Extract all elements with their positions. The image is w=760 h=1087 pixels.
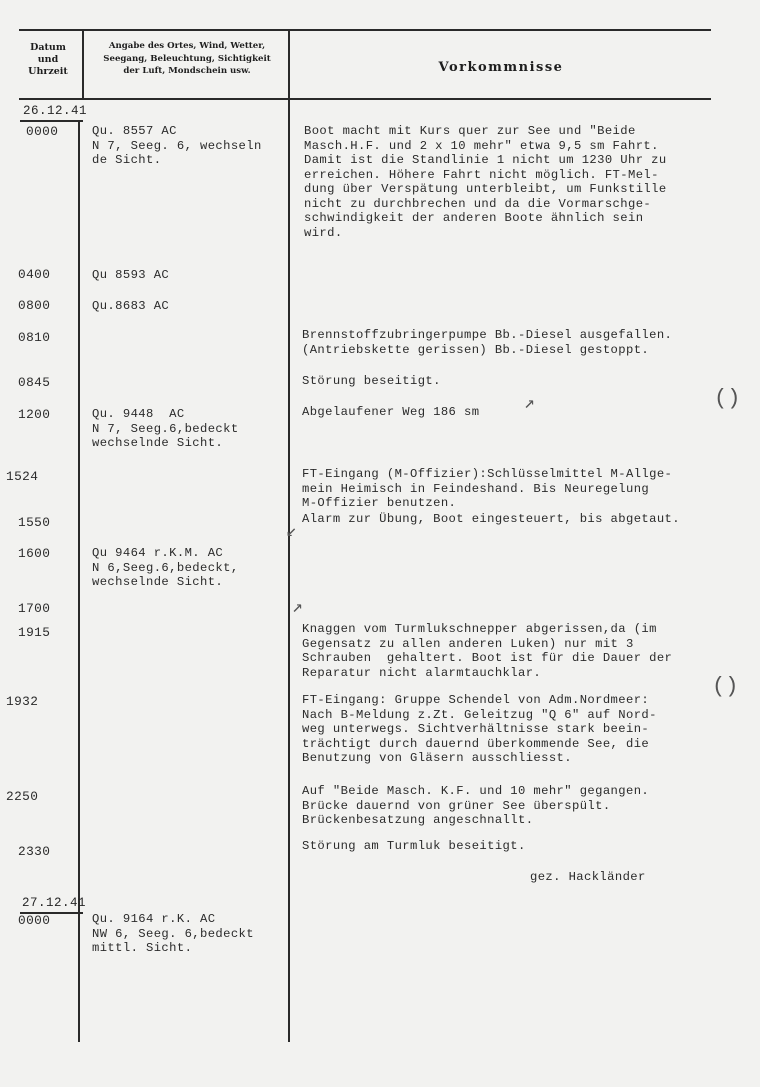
entry-events: Alarm zur Übung, Boot eingesteuert, bis abgetaut. (302, 512, 680, 526)
header-time-column: Datum und Uhrzeit (28, 42, 68, 77)
entry-time: 1524 (6, 469, 39, 484)
entry-time: 0000 (18, 913, 51, 928)
entry-events: FT-Eingang (M-Offizier):Schlüsselmittel M-Allge- mein Heimisch in Feindeshand. Bis Neuregelung M-Offizier benutzen. (302, 467, 673, 510)
entry-time: 1915 (18, 625, 51, 640)
entry-time: 1600 (18, 546, 51, 561)
entry-time: 0400 (18, 267, 51, 282)
punch-mark-1: () (714, 386, 741, 411)
header-events-column: Vorkommnisse (438, 60, 564, 75)
entry-time: 1200 (18, 407, 51, 422)
entry-events: Knaggen vom Turmlukschnepper abgerissen,da (im Gegensatz zu allen anderen Luken) nur mit 3 Schrauben gehaltert. Boot ist für die Dauer der Reparatur nicht alarmtauchklar. (302, 622, 673, 680)
date-rule-1 (20, 120, 83, 122)
signature: gez. Hackländer (530, 870, 646, 884)
entry-time: 1550 (18, 515, 51, 530)
entry-events: Auf "Beide Masch. K.F. und 10 mehr" gegangen. Brücke dauernd von grüner See überspült. Brückenbesatzung angeschnallt. (302, 784, 650, 827)
entry-conditions: Qu 8593 AC (92, 268, 170, 282)
entry-events: Boot macht mit Kurs quer zur See und "Beide Masch.H.F. und 2 x 10 mehr" etwa 9,5 sm Fahrt. Damit ist die Standlinie 1 nicht um 1230 Uhr zu erreichen. Höhere Fahrt nicht möglich. FT-Mel- dung über Verspätung unterbleibt, um Funkstille nicht zu durchbrechen und da die Vormarschge- schwindigkeit der anderen Boote ähnlich sein wird. (304, 124, 667, 240)
entry-conditions: Qu.8683 AC (92, 299, 170, 313)
entry-events: Störung am Turmluk beseitigt. (302, 839, 526, 853)
entry-time: 1700 (18, 601, 51, 616)
entry-conditions: Qu 9464 r.K.M. AC N 6,Seeg.6,bedeckt, wechselnde Sicht. (92, 546, 239, 589)
entry-time: 0845 (18, 375, 51, 390)
date-label-1: 26.12.41 (23, 104, 88, 118)
header-bottom-rule (19, 98, 711, 100)
entry-conditions: Qu. 8557 AC N 7, Seeg. 6, wechseln de Sicht. (92, 124, 262, 167)
entry-conditions: Qu. 9448 AC N 7, Seeg.6,bedeckt wechselnde Sicht. (92, 407, 239, 450)
entry-events: FT-Eingang: Gruppe Schendel von Adm.Nordmeer: Nach B-Meldung z.Zt. Geleitzug "Q 6" auf Nord- weg unterwegs. Sichtverhältnisse stark beein- trächtigt durch dauernd überkommende See, die Benutzung von Gläsern ausschliesst. (302, 693, 657, 765)
date-label-2: 27.12.41 (22, 896, 87, 910)
check-mark-2: ↙ (286, 522, 297, 542)
entry-time: 2330 (18, 844, 51, 859)
check-mark-1: ↗ (524, 394, 535, 414)
entry-time: 2250 (6, 789, 39, 804)
punch-mark-2: () (712, 674, 739, 699)
entry-conditions: Qu. 9164 r.K. AC NW 6, Seeg. 6,bedeckt mittl. Sicht. (92, 912, 254, 955)
header-conditions-column: Angabe des Ortes, Wind, Wetter, Seegang, Beleuchtung, Sichtigkeit der Luft, Mondschein usw. (103, 41, 271, 76)
check-mark-3: ↗ (292, 598, 303, 618)
entry-events: Brennstoffzubringerpumpe Bb.-Diesel ausgefallen. (Antriebskette gerissen) Bb.-Diesel gestoppt. (302, 328, 673, 357)
entry-time: 0810 (18, 330, 51, 345)
column-divider-1 (82, 30, 84, 100)
entry-time: 0800 (18, 298, 51, 313)
entry-events: Abgelaufener Weg 186 sm (302, 405, 480, 419)
entry-time: 0000 (26, 124, 59, 139)
entry-events: Störung beseitigt. (302, 374, 441, 388)
header-top-rule (19, 29, 711, 31)
entry-time: 1932 (6, 694, 39, 709)
